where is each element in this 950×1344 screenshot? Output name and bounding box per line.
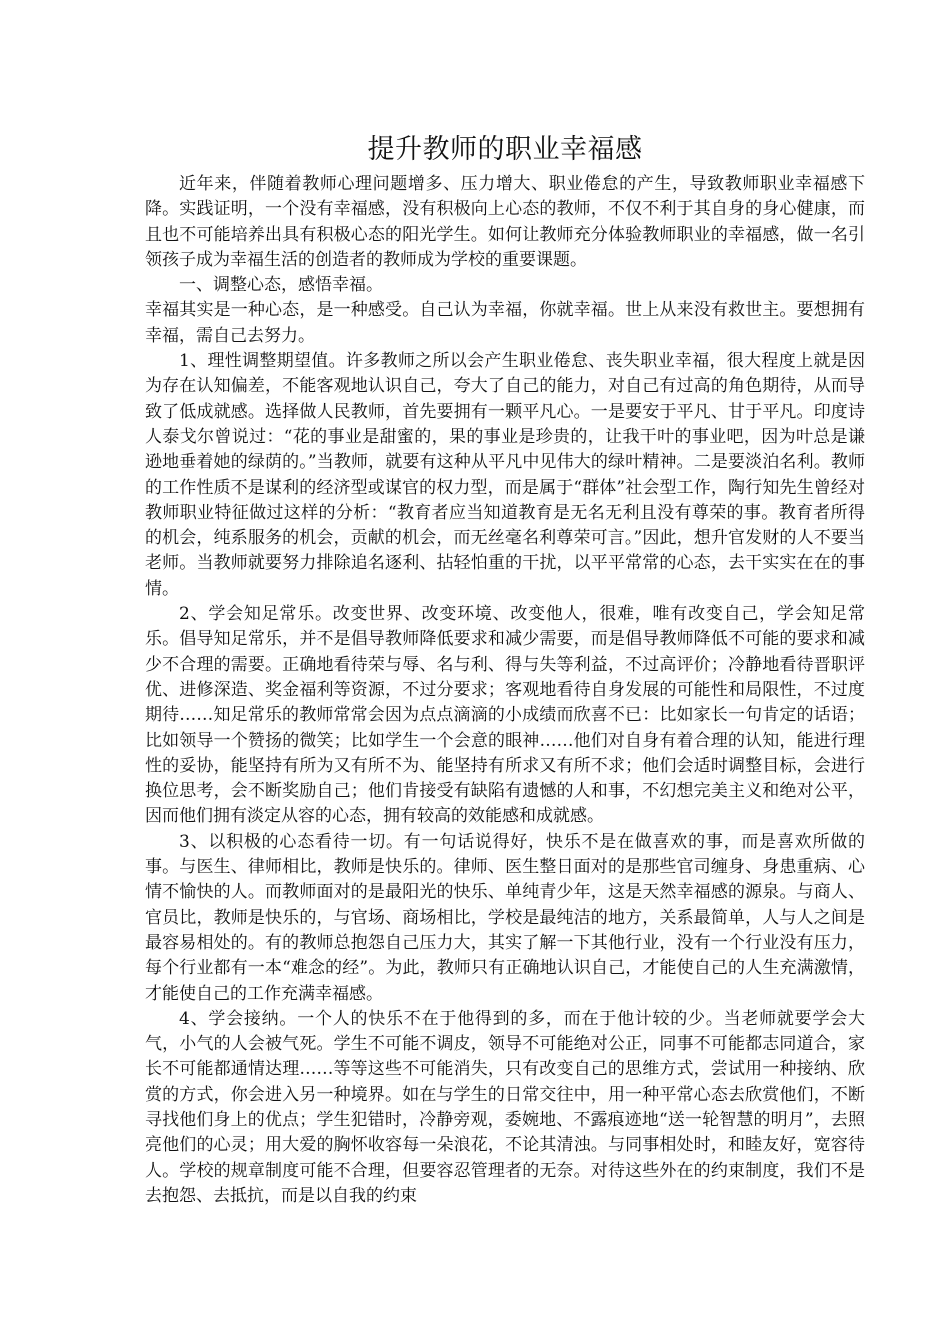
paragraph-item-3: 3、以积极的心态看待一切。有一句话说得好，快乐不是在做喜欢的事，而是喜欢所做的事。与医生、律师相比，教师是快乐的。律师、医生整日面对的是那些官司缠身、身患重病、心情不愉快的人。而教师面对的是最阳光的快乐、单纯青少年，这是天然幸福感的源泉。与商人、官员比，教师是快乐的，与官场、商场相比，学校是最纯洁的地方，关系最简单，人与人之间是最容易相处的。有的教师总抱怨自己压力大，其实了解一下其他行业，没有一个行业没有压力，每个行业都有一本“难念的经”。为此，教师只有正确地认识自己，才能使自己的人生充满激情，才能使自己的工作充满幸福感。	[145, 831, 865, 1004]
section-heading-1: 一、调整心态，感悟幸福。	[179, 275, 383, 296]
document-title: 提升教师的职业幸福感	[367, 134, 643, 165]
paragraph-item-2: 2、学会知足常乐。改变世界、改变环境、改变他人，很难，唯有改变自己，学会知足常乐。倡导知足常乐，并不是倡导教师降低要求和减少需要，而是倡导教师降低不可能的要求和减少不合理的需要。正确地看待荣与辱、名与利、得与失等利益，不过高评价；冷静地看待晋职评优、进修深造、奖金福利等资源，不过分要求；客观地看待自身发展的可能性和局限性，不过度期待……知足常乐的教师常常会因为点点滴滴的小成绩而欣喜不已：比如家长一句肯定的话语；比如领导一个赞扬的微笑；比如学生一个会意的眼神……他们对自身有着合理的认知，能进行理性的妥协，能坚持有所为又有所不为、能坚持有所求又有所不求；他们会适时调整目标，会进行换位思考，会不断奖励自己；他们肯接受有缺陷有遗憾的人和事，不幻想完美主义和绝对公平，因而他们拥有淡定从容的心态，拥有较高的效能感和成就感。	[145, 604, 865, 827]
paragraph-intro: 近年来，伴随着教师心理问题增多、压力增大、职业倦怠的产生，导致教师职业幸福感下降。实践证明，一个没有幸福感，没有积极向上心态的教师，不仅不利于其自身的身心健康，而且也不可能培养出具有积极心态的阳光学生。如何让教师充分体验教师职业的幸福感，做一名引领孩子成为幸福生活的创造者的教师成为学校的重要课题。	[145, 174, 865, 270]
paragraph-section-1-intro: 幸福其实是一种心态，是一种感受。自己认为幸福，你就幸福。世上从来没有救世主。要想拥有幸福，需自己去努力。	[145, 300, 865, 346]
paragraph-item-1: 1、理性调整期望值。许多教师之所以会产生职业倦怠、丧失职业幸福，很大程度上就是因为存在认知偏差，不能客观地认识自己，夸大了自己的能力，对自己有过高的角色期待，从而导致了低成就感。选择做人民教师，首先要拥有一颗平凡心。一是要安于平凡、甘于平凡。印度诗人泰戈尔曾说过：“花的事业是甜蜜的，果的事业是珍贵的，让我干叶的事业吧，因为叶总是谦逊地垂着她的绿荫的。”当教师，就要有这种从平凡中见伟大的绿叶精神。二是要淡泊名利。教师的工作性质不是谋利的经济型或谋官的权力型，而是属于“群体”社会型工作，陶行知先生曾经对教师职业特征做过这样的分析：“教育者应当知道教育是无名无利且没有尊荣的事。教育者所得的机会，纯系服务的机会，贡献的机会，而无丝毫名利尊荣可言。”因此，想升官发财的人不要当老师。当教师就要努力排除追名逐利、拈轻怕重的干扰，以平平常常的心态，去干实实在在的事情。	[145, 351, 865, 599]
document-page	[145, 128, 865, 1209]
paragraph-item-4: 4、学会接纳。一个人的快乐不在于他得到的多，而在于他计较的少。当老师就要学会大气，小气的人会被气死。学生不可能不调皮，领导不可能绝对公正，同事不可能都志同道合，家长不可能都通情达理……等等这些不可能消失，只有改变自己的思维方式，尝试用一种接纳、欣赏的方式，你会进入另一种境界。如在与学生的日常交往中，用一种平常心态去欣赏他们，不断寻找他们身上的优点；学生犯错时，冷静旁观，委婉地、不露痕迹地“送一轮智慧的明月”，去照亮他们的心灵；用大爱的胸怀收容每一朵浪花，不论其清浊。与同事相处时，和睦友好，宽容待人。学校的规章制度可能不合理，但要容忍管理者的无奈。对待这些外在的约束制度，我们不是去抱怨、去抵抗，而是以自我的约束	[145, 1008, 865, 1206]
